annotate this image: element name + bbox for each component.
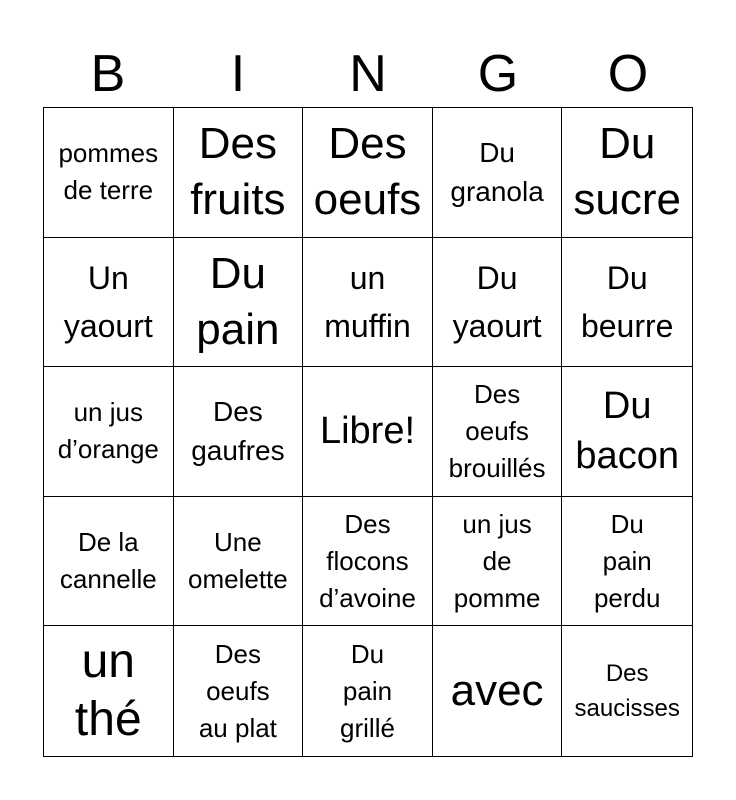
header-letter-i: I	[230, 45, 246, 103]
header-letter-g: G	[477, 45, 519, 103]
header-letter-b: B	[90, 45, 126, 103]
bingo-cell[interactable]: un thé	[44, 626, 174, 756]
bingo-cell[interactable]: un jus d’orange	[44, 367, 174, 497]
bingo-cell[interactable]: Du beurre	[562, 238, 692, 368]
bingo-cell[interactable]: Un yaourt	[44, 238, 174, 368]
bingo-cell[interactable]: Des saucisses	[574, 660, 680, 723]
header-letter-n: N	[349, 45, 387, 103]
bingo-cell[interactable]: Des oeufs	[303, 108, 433, 238]
bingo-cell[interactable]: avec	[433, 626, 563, 756]
header-letter-o: O	[607, 45, 649, 103]
bingo-cell[interactable]: Du granola	[433, 108, 563, 238]
bingo-cell[interactable]: Une omelette	[174, 497, 304, 627]
bingo-cell[interactable]: Des flocons d’avoine	[303, 497, 433, 627]
bingo-header	[43, 40, 693, 108]
bingo-cell[interactable]: pommes de terre	[44, 108, 174, 238]
bingo-cell[interactable]: Du sucre	[562, 108, 692, 238]
bingo-cell-free[interactable]: Libre!	[303, 367, 433, 497]
bingo-board	[43, 107, 693, 757]
bingo-cell[interactable]: Du pain grillé	[303, 626, 433, 756]
bingo-cell[interactable]: Des oeufs brouillés	[433, 367, 563, 497]
bingo-cell[interactable]: Du pain perdu	[562, 497, 692, 627]
bingo-cell[interactable]: Des gaufres	[174, 367, 304, 497]
bingo-cell[interactable]: Du yaourt	[433, 238, 563, 368]
bingo-cell[interactable]: Des fruits	[174, 108, 304, 238]
bingo-cell[interactable]: un muffin	[303, 238, 433, 368]
bingo-cell[interactable]: un jus de pomme	[433, 497, 563, 627]
bingo-cell[interactable]: Des oeufs au plat	[174, 626, 304, 756]
bingo-cell[interactable]: De la cannelle	[44, 497, 174, 627]
bingo-cell[interactable]: Du pain	[174, 238, 304, 368]
bingo-cell[interactable]: Du bacon	[562, 367, 692, 497]
